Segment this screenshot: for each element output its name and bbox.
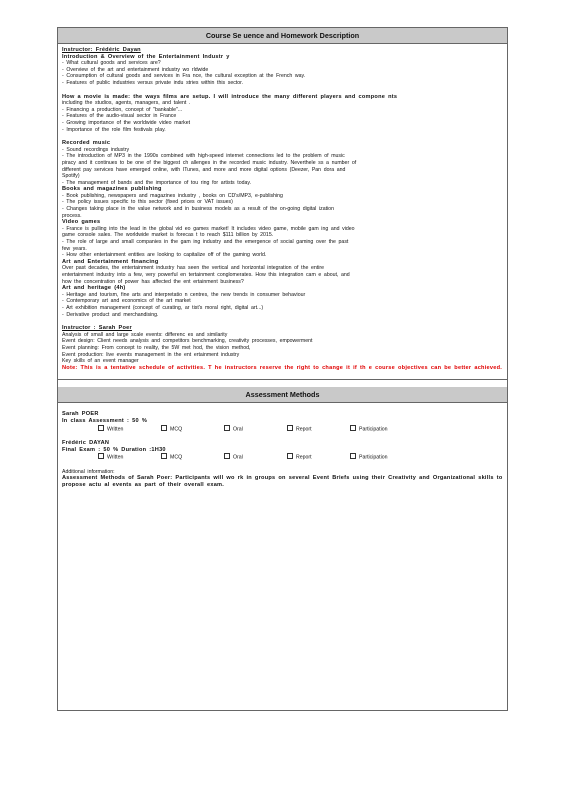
- section-heading: Books and magazines publishing: [62, 186, 162, 193]
- bullet-line: Event planning: From concept to reality, the 5W met hod, the vision method,: [62, 344, 251, 351]
- section-line: - What cultural goods and services are?: [62, 60, 161, 67]
- sarah-options: [62, 425, 503, 434]
- checkbox-icon: [224, 425, 230, 431]
- bullet-line: Key skills of an event manager: [62, 358, 139, 365]
- option-label: Oral: [233, 454, 243, 461]
- section-line: - The role of large and small companies in the gam ing industry and the emergence of social gaming over the past: [62, 239, 349, 246]
- option-label: Written: [107, 426, 124, 432]
- checkbox-icon: [98, 425, 104, 431]
- option-label: Participation: [359, 454, 388, 461]
- section-line: game console sales. The worldwide market is forecas t to reach $111 billion by 2015.: [62, 232, 274, 239]
- bullet-line: Event design: Client needs analysis and competitors benchmarking, creativity processes, empowerment: [62, 338, 313, 345]
- checkbox-icon: [287, 425, 293, 431]
- additional-info-text: Assessment Methods of Sarah Poer: Participants will wo rk in groups on several Event Briefs using their Creativity and Organizational skills to propose actu al events as part of their overall exam.: [62, 475, 503, 488]
- section-line: - Changes taking place in the value network and in business models as a result of the on-going digital ization: [62, 206, 334, 213]
- section-line: - The introduction of MP3 in the 1990s combined with high-speed internet connections led to the problem of music: [62, 153, 345, 160]
- section-line: - The policy issues specific to this sector (fixed prices or VAT issues): [62, 199, 233, 206]
- section-line: - Derivative product and merchandising.: [62, 311, 159, 318]
- section-heading: Recorded music: [62, 140, 111, 147]
- section-line: - Growing importance of the worldwide video market: [62, 119, 191, 126]
- checkbox-icon: [350, 425, 356, 431]
- section-line: Spotify): [62, 173, 80, 180]
- final-exam-line: Final Exam : 50 % Duration :1H30: [62, 446, 166, 453]
- bullet-line: Analysis of small and large scale events: differenc es and similarity: [62, 331, 228, 338]
- checkbox-icon: [224, 453, 230, 459]
- section-line: - The management of bands and the importance of tou ring for artists today.: [62, 179, 251, 186]
- section-line: piracy and it continues to be one of the biggest ch allenges in the recorded music industry. Neverthele ss a number of: [62, 159, 357, 166]
- section-line: process.: [62, 212, 82, 219]
- instructor-2: Instructor : Sarah Poer: [62, 325, 132, 332]
- bullet-line: Event production: live events management in the ent ertainment industry: [62, 351, 240, 358]
- section-line: - Consumption of cultural goods and services in Fra nce, the cultural exception at the French way.: [62, 73, 306, 80]
- option-written[interactable]: [98, 425, 161, 434]
- section-line: - Heritage and tourism, fine arts and interpretatio n centres, the new trends in consumer behaviour: [62, 291, 306, 298]
- course-content: [58, 44, 507, 371]
- section-line: different pay services have emerged online, with ITunes, and more and more digital options (Deezer, Pan dora and: [62, 166, 346, 173]
- section-line: - Features of the audio-visual sector in France: [62, 113, 177, 120]
- section-line: entertainment industry into a few, very powerful en tertainment conglomerates. How this integration cam e about, and: [62, 272, 350, 278]
- section-line: - Sound recordings industry: [62, 146, 130, 153]
- section-line: - Contemporary art and economics of the art market: [62, 298, 191, 305]
- section-line: - Art exhibition management (concept of curating, ar tist's moral right, digital art...): [62, 304, 264, 311]
- option-label: Written: [107, 454, 124, 461]
- section-line: including the studios, agents, managers, and talent .: [62, 100, 191, 107]
- page-title: Course Se uence and Homework Description: [58, 28, 507, 44]
- section-heading: Art and heritage (4h): [62, 285, 126, 292]
- option-label: Report: [296, 454, 312, 461]
- option-report[interactable]: [287, 453, 350, 462]
- section-line: Over past decades, the entertainment industry has seen the vertical and horizontal integration of the entire: [62, 265, 324, 272]
- section-line: few years.: [62, 245, 87, 252]
- section-heading: How a movie is made: the ways films are setup. I will introduce the many different players and compone nts: [62, 93, 398, 100]
- assessor-name-frederic: Frédéric DAYAN: [62, 440, 110, 446]
- section-line: - Overview of the art and entertainment industry wo rldwide: [62, 66, 209, 73]
- section-line: - How other entertainment entities are looking to capitalize off of the gaming world.: [62, 252, 267, 259]
- frederic-options: [62, 453, 503, 462]
- section-line: - Financing a production, concept of "bankable"...: [62, 106, 183, 113]
- option-mcq[interactable]: [161, 453, 224, 462]
- option-label: Oral: [233, 426, 243, 432]
- checkbox-icon: [287, 453, 293, 459]
- additional-info-label: Additional information:: [62, 468, 115, 475]
- instructor-1: Instructor: Frédéric Dayan: [62, 47, 141, 53]
- option-label: MCQ: [170, 454, 183, 461]
- document-frame: [57, 27, 508, 711]
- option-label: MCQ: [170, 426, 183, 432]
- checkbox-icon: [161, 453, 167, 459]
- checkbox-icon: [98, 453, 104, 459]
- section-line: - Book publishing, newspapers and magazines industry , books on CD's/MP3, e-publishing: [62, 192, 283, 199]
- assessment-title: Assessment Methods: [58, 387, 507, 403]
- option-participation[interactable]: [350, 453, 413, 462]
- checkbox-icon: [350, 453, 356, 459]
- option-participation[interactable]: [350, 425, 413, 434]
- option-oral[interactable]: [224, 453, 287, 462]
- section-line: - France is pulling into the lead in the global vid eo games market! It includes video game, mobile gam ing and video: [62, 225, 355, 232]
- option-report[interactable]: [287, 425, 350, 434]
- section-heading: Art and Entertainment financing: [62, 258, 159, 265]
- option-label: Participation: [359, 426, 388, 432]
- option-label: Report: [296, 426, 312, 432]
- assessment-content: [58, 403, 507, 488]
- section-heading: Video games: [62, 219, 101, 226]
- option-mcq[interactable]: [161, 425, 224, 434]
- section-line: - Importance of the role film festivals play.: [62, 126, 166, 133]
- section-heading: Introduction & Overview of the Entertainment Industr y: [62, 53, 230, 60]
- option-oral[interactable]: [224, 425, 287, 434]
- sarah-assessment-line: In class Assessment : 50 %: [62, 417, 148, 424]
- option-written[interactable]: [98, 453, 161, 462]
- tentative-note: Note: This is a tentative schedule of activities. T he instructors reserve the right to change it if th e course objectives can be better achieved.: [62, 364, 503, 371]
- section-line: - Features of public industries versus private indu stries within this sector.: [62, 79, 244, 86]
- assessor-name-sarah: Sarah POER: [62, 411, 99, 418]
- checkbox-icon: [161, 425, 167, 431]
- section-line: how the concentration of power has affected the ent ertainment business?: [62, 278, 244, 285]
